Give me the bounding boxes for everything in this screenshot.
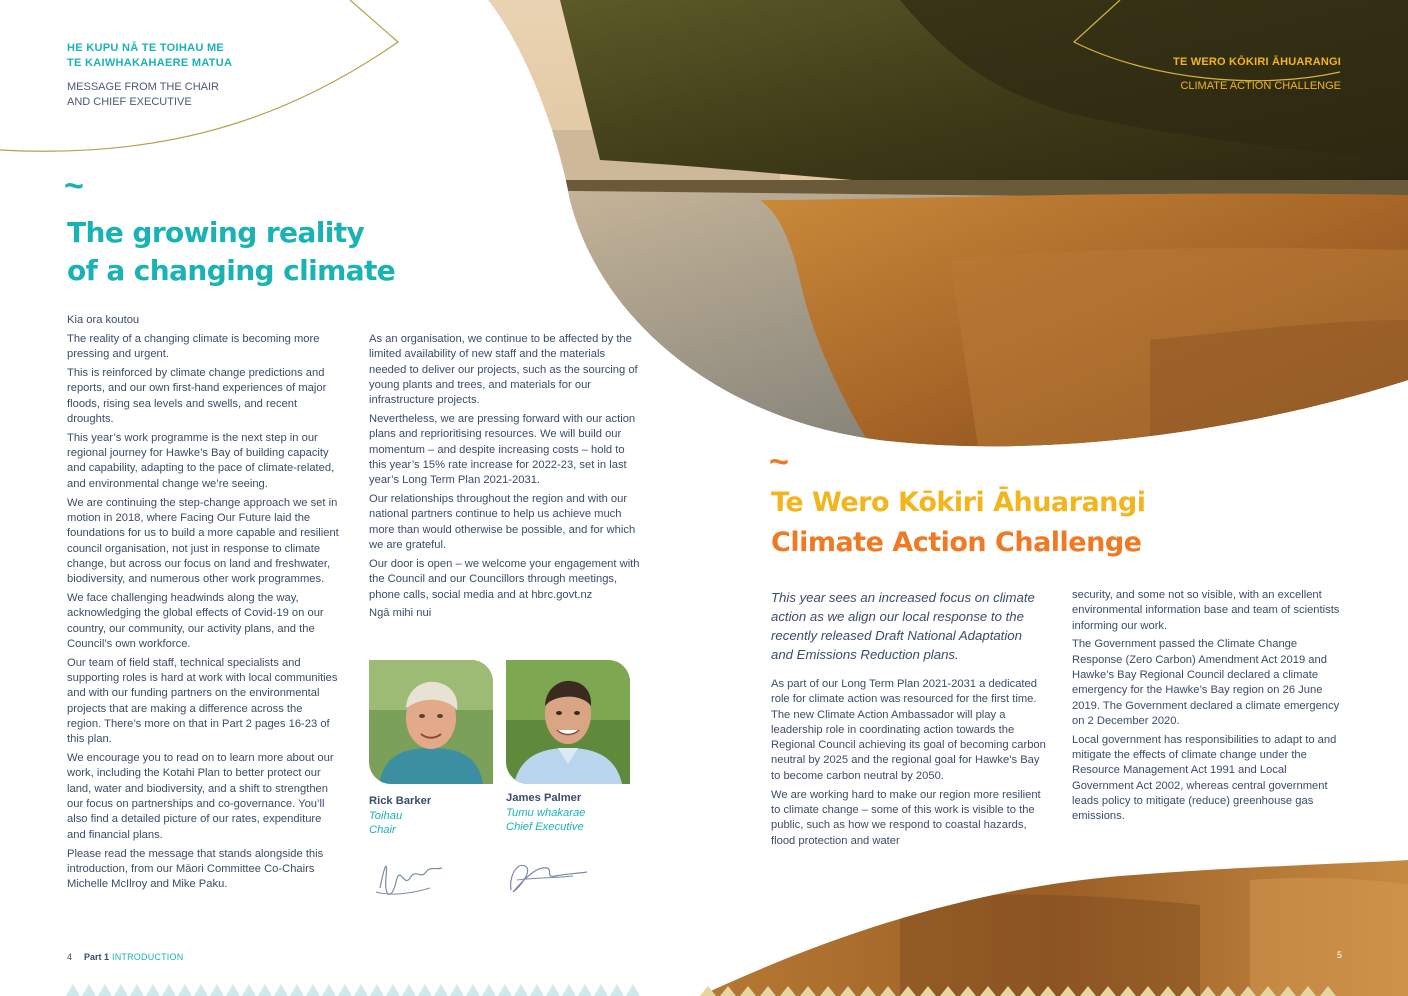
chair-role-english: Chair (369, 824, 396, 836)
corner-title-maori: TE WERO KŌKIRI ĀHUARANGI (1173, 56, 1341, 68)
paragraph: Please read the message that stands alongside this introduction, from our Māori Committee Co-Chairs Michelle McIlroy and Mike Paku. (67, 847, 324, 891)
footer-section: INTRODUCTION (112, 952, 184, 962)
paragraph: As part of our Long Term Plan 2021-2031 a dedicated role for climate action was resourced for the first time. The new Climate Action Ambassador will play a leadership role in coordinating action towards the Regional Council achieving its goal of becoming carbon neutral by 2025 and the regional goal for Hawke’s Bay to become carbon neutral by 2050. (771, 678, 1046, 782)
paragraph: As an organisation, we continue to be affected by the limited availability of new staff and the materials needed to deliver our projects, such as the sourcing of young plants and trees, and materials for our infrastructure projects. (369, 333, 638, 407)
kicker-maori-line-1: HE KUPU NĀ TE TOIHAU ME (67, 42, 225, 54)
chief-executive-role-maori: Tumu whakarae (506, 807, 586, 819)
page-number-left: 4 (67, 952, 73, 962)
tilde-ornament-teal: ~ (64, 167, 84, 205)
paragraph: Nevertheless, we are pressing forward with our action plans and reprioritising resources. We will build our momentum – and despite increasing costs – hold to this year’s 15% rate increase for 2022-23, set in last year’s Long Term Plan 2021-2031. (369, 413, 636, 487)
section-title-maori: Te Wero Kōkiri Āhuarangi (771, 487, 1146, 518)
sign-off: Ngā mihi nui (369, 607, 432, 620)
page-number-right: 5 (1337, 950, 1343, 960)
body-column-2 (369, 332, 641, 625)
paragraph: Our relationships throughout the region and with our national partners continue to help us achieve much more than would otherwise be possible, and for which we are grateful. (369, 493, 636, 552)
kicker-maori-line-2: TE KAIWHAKAHAERE MATUA (67, 57, 233, 69)
paragraph: We face challenging headwinds along the way, acknowledging the global effects of Covid-19 on our country, our community, our activity plans, and the Council’s own workforce. (67, 592, 324, 650)
chair-role-maori: Toihau (369, 810, 403, 822)
chief-executive-role-english: Chief Executive (506, 821, 584, 833)
chair-name: Rick Barker (369, 795, 432, 807)
paragraph: security, and some not so visible, with an excellent environmental information base and team of scientists informing our work. (1072, 589, 1340, 632)
paragraph: The Government passed the Climate Change Response (Zero Carbon) Amendment Act 2019 and Hawke’s Bay Regional Council declared a climate emergency for the Hawke’s Bay region on 26 June 2019. The Government declared a climate emergency on 2 December 2020. (1072, 638, 1340, 727)
body-column-3 (771, 677, 1047, 852)
paragraph: We are working hard to make our region more resilient to climate change – some of this work is visible to the public, such as how we respond to coastal hazards, flood protection and water (771, 788, 1041, 847)
section-kicker-maori (67, 41, 307, 71)
body-column-4 (1072, 588, 1348, 828)
kicker-en-line-2: AND CHIEF EXECUTIVE (67, 95, 192, 108)
paragraph: Local government has responsibilities to adapt to and mitigate the effects of climate change under the Resource Management Act 1991 and Local Government Act 2002, whereas central government leads policy to mitigate (reduce) greenhouse gas emissions. (1072, 733, 1337, 823)
page-title-line-1: The growing reality (67, 216, 365, 249)
section-kicker-english (67, 80, 307, 109)
chief-executive-signature (503, 848, 593, 898)
kicker-en-line-1: MESSAGE FROM THE CHAIR (67, 81, 219, 93)
section-title-english: Climate Action Challenge (771, 527, 1142, 558)
paragraph: The reality of a changing climate is becoming more pressing and urgent. (67, 332, 320, 361)
chair-portrait (369, 660, 493, 784)
chief-executive-name: James Palmer (506, 792, 582, 804)
corner-title-english: CLIMATE ACTION CHALLENGE (1180, 80, 1341, 92)
footer-part: Part 1 (84, 952, 110, 962)
chair-signature (370, 848, 450, 904)
paragraph: This year’s work programme is the next step in our regional journey for Hawke’s Bay of building capacity and capability, adapting to the pace of climate-related, and environmental change we’re seeing. (67, 431, 335, 490)
chief-executive-portrait (506, 660, 630, 784)
body-column-1 (67, 313, 339, 896)
greeting: Kia ora koutou (67, 314, 140, 326)
lead-paragraph: This year sees an increased focus on climate action as we align our local response to the recently released Draft National Adaptation and Emissions Reduction plans. (771, 590, 1035, 662)
paragraph: This is reinforced by climate change predictions and reports, and our own first-hand experiences of major floods, rising sea levels and swells, and recent droughts. (67, 367, 327, 425)
page-title (67, 214, 467, 290)
page-title-line-2: of a changing climate (67, 254, 396, 287)
paragraph: Our door is open – we welcome your engagement with the Council and our Councillors through meetings, phone calls, social media and at hbrc.govt.nz (369, 557, 640, 601)
paragraph: We are continuing the step-change approach we set in motion in 2018, where Facing Our Future laid the foundations for us to build a more capable and resilient council organisation, not just in response to climate change, but across our focus on land and freshwater, biodiversity, and numerous other work programmes. (67, 496, 339, 586)
paragraph: We encourage you to read on to learn more about our work, including the Kotahi Plan to better protect our land, water and biodiversity, and a shift to strengthen our focus on partnerships and co-governance. You’ll also find a detailed picture of our rates, expenditure and financial plans. (67, 752, 334, 841)
paragraph: Our team of field staff, technical specialists and supporting roles is hard at work with local communities and with our funding partners on the environmental projects that are making a difference across the region. There’s more on that in Part 2 pages 16-23 of this plan. (67, 656, 338, 746)
tilde-ornament-orange: ~ (769, 443, 789, 481)
